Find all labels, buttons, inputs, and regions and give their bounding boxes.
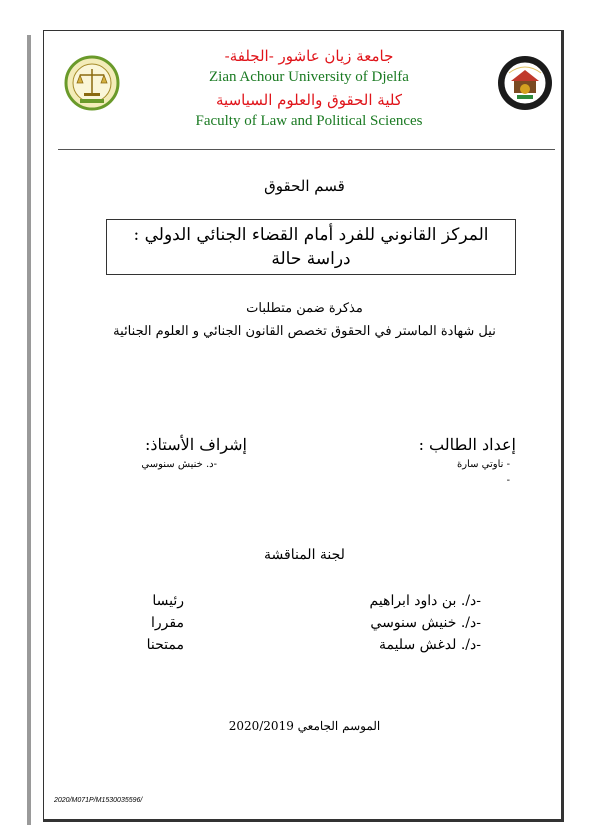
faculty-name-arabic: كلية الحقوق والعلوم السياسية: [216, 91, 402, 109]
memo-statement: مذكرة ضمن متطلبات: [246, 301, 363, 316]
committee-member-name: -د/. بن داود ابراهيم: [369, 593, 481, 609]
supervisor-label: إشراف الأستاذ:: [145, 435, 247, 454]
committee-title: لجنة المناقشة: [264, 547, 345, 563]
header-divider: [58, 149, 555, 150]
degree-statement: نيل شهادة الماستر في الحقوق تخصص القانون الجنائي و العلوم الجنائية: [113, 324, 496, 339]
committee-member-role: مقررا: [151, 615, 184, 631]
left-margin-bar: [27, 35, 31, 825]
committee-member-role: رئيسا: [152, 593, 184, 609]
prepared-by-label: إعداد الطالب :: [418, 435, 516, 454]
department-name: قسم الحقوق: [264, 177, 345, 195]
thesis-title-line-2: دراسة حالة: [271, 249, 351, 269]
committee-member-name: -د/. لدغش سليمة: [378, 637, 481, 653]
committee-member-role: ممتحنا: [146, 637, 184, 653]
thesis-title-box: [106, 219, 516, 275]
university-logo: [497, 55, 553, 111]
student-name: - ناوتي سارة: [456, 459, 510, 470]
supervisor-name: -د. خنيش سنوسي: [141, 459, 217, 470]
university-name-english: Zian Achour University of Djelfa: [209, 69, 409, 85]
committee-member-name: -د/. خنيش سنوسي: [370, 615, 481, 631]
academic-year: الموسم الجامعي 2020/2019: [228, 719, 381, 733]
document-code: 2020/M071P/M1530035596/: [54, 797, 143, 804]
document-page: [43, 30, 564, 822]
faculty-logo: [64, 55, 120, 111]
student-name-2: -: [506, 475, 510, 486]
thesis-title-line-1: المركز القانوني للفرد أمام القضاء الجنائي الدولي :: [133, 225, 489, 245]
university-name-arabic: جامعة زيان عاشور -الجلفة-: [224, 47, 394, 65]
faculty-name-english: Faculty of Law and Political Sciences: [195, 113, 423, 129]
